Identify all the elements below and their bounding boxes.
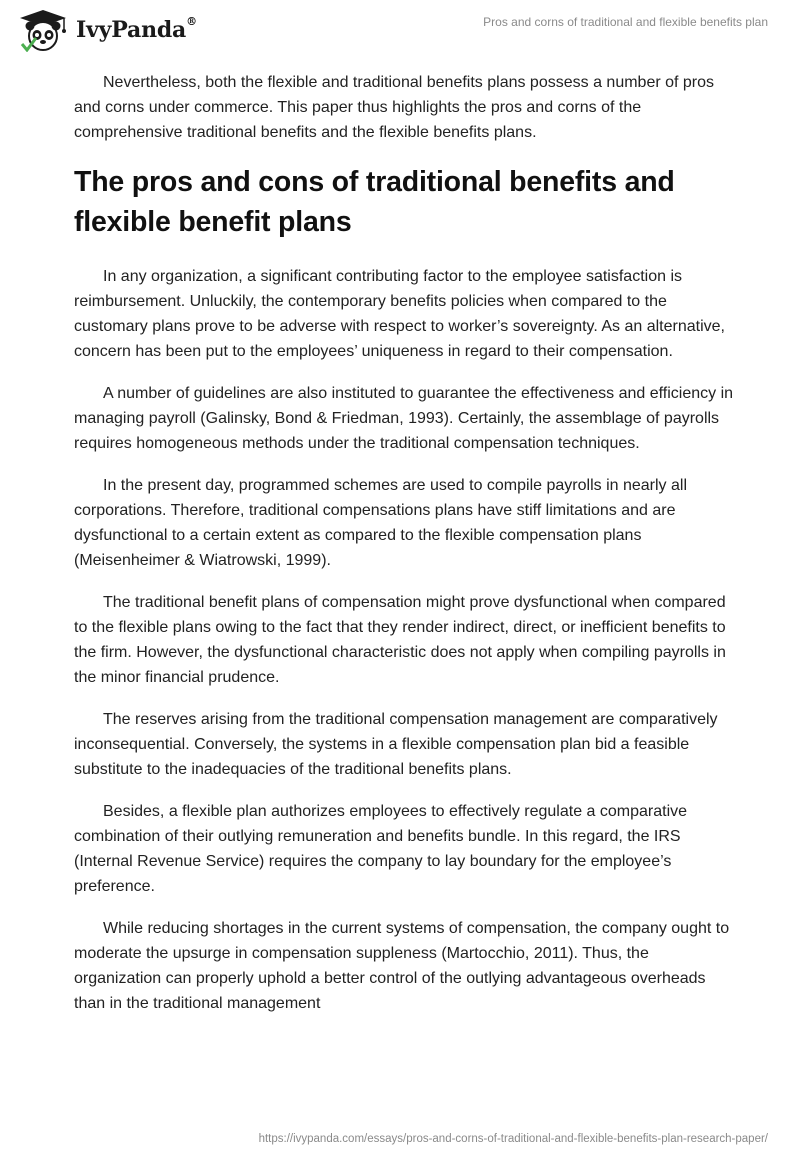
paragraph: In the present day, programmed schemes are used to compile payrolls in nearly all corporations. Therefore, traditional compensations plans have stiff limitations and are dysfunctional to a certain extent as compared to the flexible compensation plans (Meisenheimer & Wiatrowski, 1999). (74, 477, 687, 569)
source-url[interactable]: https://ivypanda.com/essays/pros-and-corns-of-traditional-and-flexible-benefits-plan-research-paper/ (258, 1133, 768, 1145)
paragraph: A number of guidelines are also instituted to guarantee the effectiveness and efficiency in managing payroll (Galinsky, Bond & Friedman, 1993). Certainly, the assemblage of payrolls requires homogeneous methods under the traditional compensation techniques. (74, 385, 734, 452)
panda-graduation-icon (14, 8, 72, 52)
paragraph: The reserves arising from the traditional compensation management are comparatively inconsequential. Conversely, the systems in a flexible compensation plan bid a feasible substitute to the inadequacies of the traditional benefits plans. (74, 711, 718, 778)
paragraph: While reducing shortages in the current systems of compensation, the company ought to moderate the upsurge in compensation suppleness (Martocchio, 2011). Thus, the organization can properly uphold a better control of the outlying advantageous overheads than in the traditional management (74, 920, 730, 1012)
ivypanda-logo[interactable] (14, 8, 197, 52)
paragraph: Besides, a flexible plan authorizes employees to effectively regulate a comparative combination of their outlying remuneration and benefits bundle. In this regard, the IRS (Internal Revenue Service) requires the company to lay boundary for the employee’s preference. (74, 803, 688, 895)
section-heading: The pros and cons of traditional benefits and flexible benefit plans (74, 166, 675, 238)
page-header (0, 0, 800, 60)
logo-text: IvyPanda® (76, 15, 197, 43)
document-title: Pros and corns of traditional and flexible benefits plan (483, 15, 768, 29)
article-body (74, 70, 734, 1033)
paragraph: In any organization, a significant contributing factor to the employee satisfaction is reimbursement. Unluckily, the contemporary benefits policies when compared to the customary plans prove to be adverse with respect to worker’s sovereignty. As an alternative, concern has been put to the employees’ uniqueness in regard to their compensation. (74, 268, 725, 360)
registered-mark: ® (186, 15, 197, 28)
intro-paragraph: Nevertheless, both the flexible and traditional benefits plans possess a number of pros and corns under commerce. This paper thus highlights the pros and corns of the comprehensive traditional benefits and the flexible benefits plans. (74, 74, 715, 141)
paragraph: The traditional benefit plans of compensation might prove dysfunctional when compared to the flexible plans owing to the fact that they render indirect, direct, or inefficient benefits to the firm. However, the dysfunctional characteristic does not apply when compiling payrolls in the minor financial prudence. (74, 594, 726, 686)
